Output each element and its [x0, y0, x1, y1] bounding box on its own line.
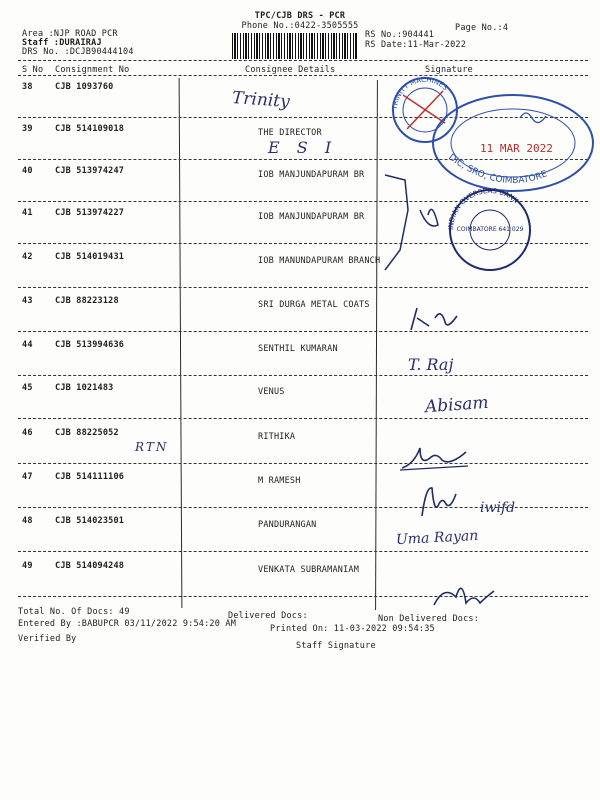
row-consignment-number: CJB 88225052 — [55, 428, 119, 438]
header-top-rule — [18, 60, 588, 61]
delivered-docs: Delivered Docs: — [228, 611, 308, 621]
signature-43 — [405, 300, 465, 340]
row-separator — [18, 418, 588, 419]
page-number: Page No.:4 — [455, 23, 509, 33]
row-consignee: PANDURANGAN — [258, 520, 317, 530]
row-consignee: M RAMESH — [258, 476, 301, 486]
row-consignee: IOB MANUNDAPURAM BRANCH — [258, 256, 381, 266]
trinity-stamp-text: TRINITY MACHINES — [390, 75, 450, 111]
row-consignee: SENTHIL KUMARAN — [258, 344, 338, 354]
handwritten-consignee-39: E S I — [268, 138, 338, 157]
handwritten-consignee-38: Trinity — [231, 88, 291, 112]
total-docs: Total No. Of Docs: 49 — [18, 607, 130, 617]
signature-49 — [430, 575, 500, 615]
row-consignment-number: CJB 514019431 — [55, 252, 125, 262]
row-consignment-number: CJB 514109018 — [55, 124, 125, 134]
signature-47b: iwifd — [480, 500, 516, 516]
signature-47 — [418, 482, 458, 522]
row-sno: 44 — [22, 340, 33, 350]
row-sno: 46 — [22, 428, 33, 438]
row-consignee: RITHIKA — [258, 432, 296, 442]
signature-44: T. Raj — [408, 355, 454, 374]
row-consignment-number: CJB 514094248 — [55, 561, 125, 571]
row-consignee: IOB MANJUNDAPURAM BR — [258, 212, 365, 222]
col-header-consignment: Consignment No — [55, 65, 130, 75]
row-sno: 38 — [22, 82, 33, 92]
row-sno: 41 — [22, 208, 33, 218]
row-sno: 45 — [22, 383, 33, 393]
row-consignment-number: CJB 514111106 — [55, 472, 125, 482]
row-sno: 42 — [22, 252, 33, 262]
signature-45: Abisam — [424, 392, 490, 418]
row-sno: 43 — [22, 296, 33, 306]
row-consignment-number: CJB 513974247 — [55, 166, 125, 176]
row-consignee: IOB MANJUNDAPURAM BR — [258, 170, 365, 180]
staff-label: Staff :DURAIRAJ — [22, 38, 102, 48]
row-sno: 49 — [22, 561, 33, 571]
drs-number: DRS No. :DCJB90444104 — [22, 47, 134, 57]
row-consignment-number: CJB 1093760 — [55, 82, 114, 92]
row-consignee: THE DIRECTOR — [258, 128, 322, 138]
handwritten-note-46: RTN — [135, 440, 169, 454]
barcode — [232, 33, 358, 59]
printed-on: Printed On: 11-03-2022 09:54:35 — [270, 624, 435, 634]
row-consignment-number: CJB 514023501 — [55, 516, 125, 526]
row-separator — [18, 551, 588, 552]
col-header-sno: S No — [22, 65, 44, 75]
row-consignment-number: CJB 88223128 — [55, 296, 119, 306]
row-sno: 47 — [22, 472, 33, 482]
col-header-consignee: Consignee Details — [245, 65, 336, 75]
row-separator — [18, 596, 588, 597]
dic-stamp-date: 11 MAR 2022 — [480, 142, 553, 155]
row-separator — [18, 331, 588, 332]
row-sno: 39 — [22, 124, 33, 134]
report-title: TPC/CJB DRS - PCR — [254, 11, 346, 21]
row-sno: 40 — [22, 166, 33, 176]
row-consignment-number: CJB 513994636 — [55, 340, 125, 350]
col-header-signature: Signature — [425, 65, 473, 75]
phone-number: Phone No.:0422-3505555 — [241, 21, 359, 31]
column-divider-left — [179, 78, 183, 608]
row-separator — [18, 287, 588, 288]
staff-signature-label: Staff Signature — [296, 641, 376, 651]
area-label: Area :NJP ROAD PCR — [22, 29, 118, 39]
bank-stamp-center: COIMBATORE 641 029 — [456, 226, 524, 233]
row-sno: 48 — [22, 516, 33, 526]
row-consignment-number: CJB 513974227 — [55, 208, 125, 218]
header-bottom-rule — [18, 75, 588, 76]
row-consignee: SRI DURGA METAL COATS — [258, 300, 370, 310]
row-separator — [18, 375, 588, 376]
rs-date: RS Date:11-Mar-2022 — [365, 40, 467, 50]
signature-48: Uma Rayan — [395, 527, 479, 549]
signature-bank-scribble — [380, 170, 460, 280]
entered-by: Entered By :BABUPCR 03/11/2022 9:54:20 AM — [18, 619, 237, 629]
row-consignment-number: CJB 1021483 — [55, 383, 114, 393]
rs-number: RS No.:904441 — [365, 30, 435, 40]
verified-by: Verified By — [18, 634, 77, 644]
bank-stamp-text: INDIAN OVERSEAS BANK — [446, 186, 520, 231]
non-delivered-docs: Non Delivered Docs: — [378, 614, 480, 624]
row-consignee: VENUS — [258, 387, 285, 397]
row-consignee: VENKATA SUBRAMANIAM — [258, 565, 360, 575]
row-separator — [18, 463, 588, 464]
signature-46 — [398, 440, 478, 475]
dic-stamp-text: DIC, SRO, COIMBATORE — [446, 152, 549, 187]
